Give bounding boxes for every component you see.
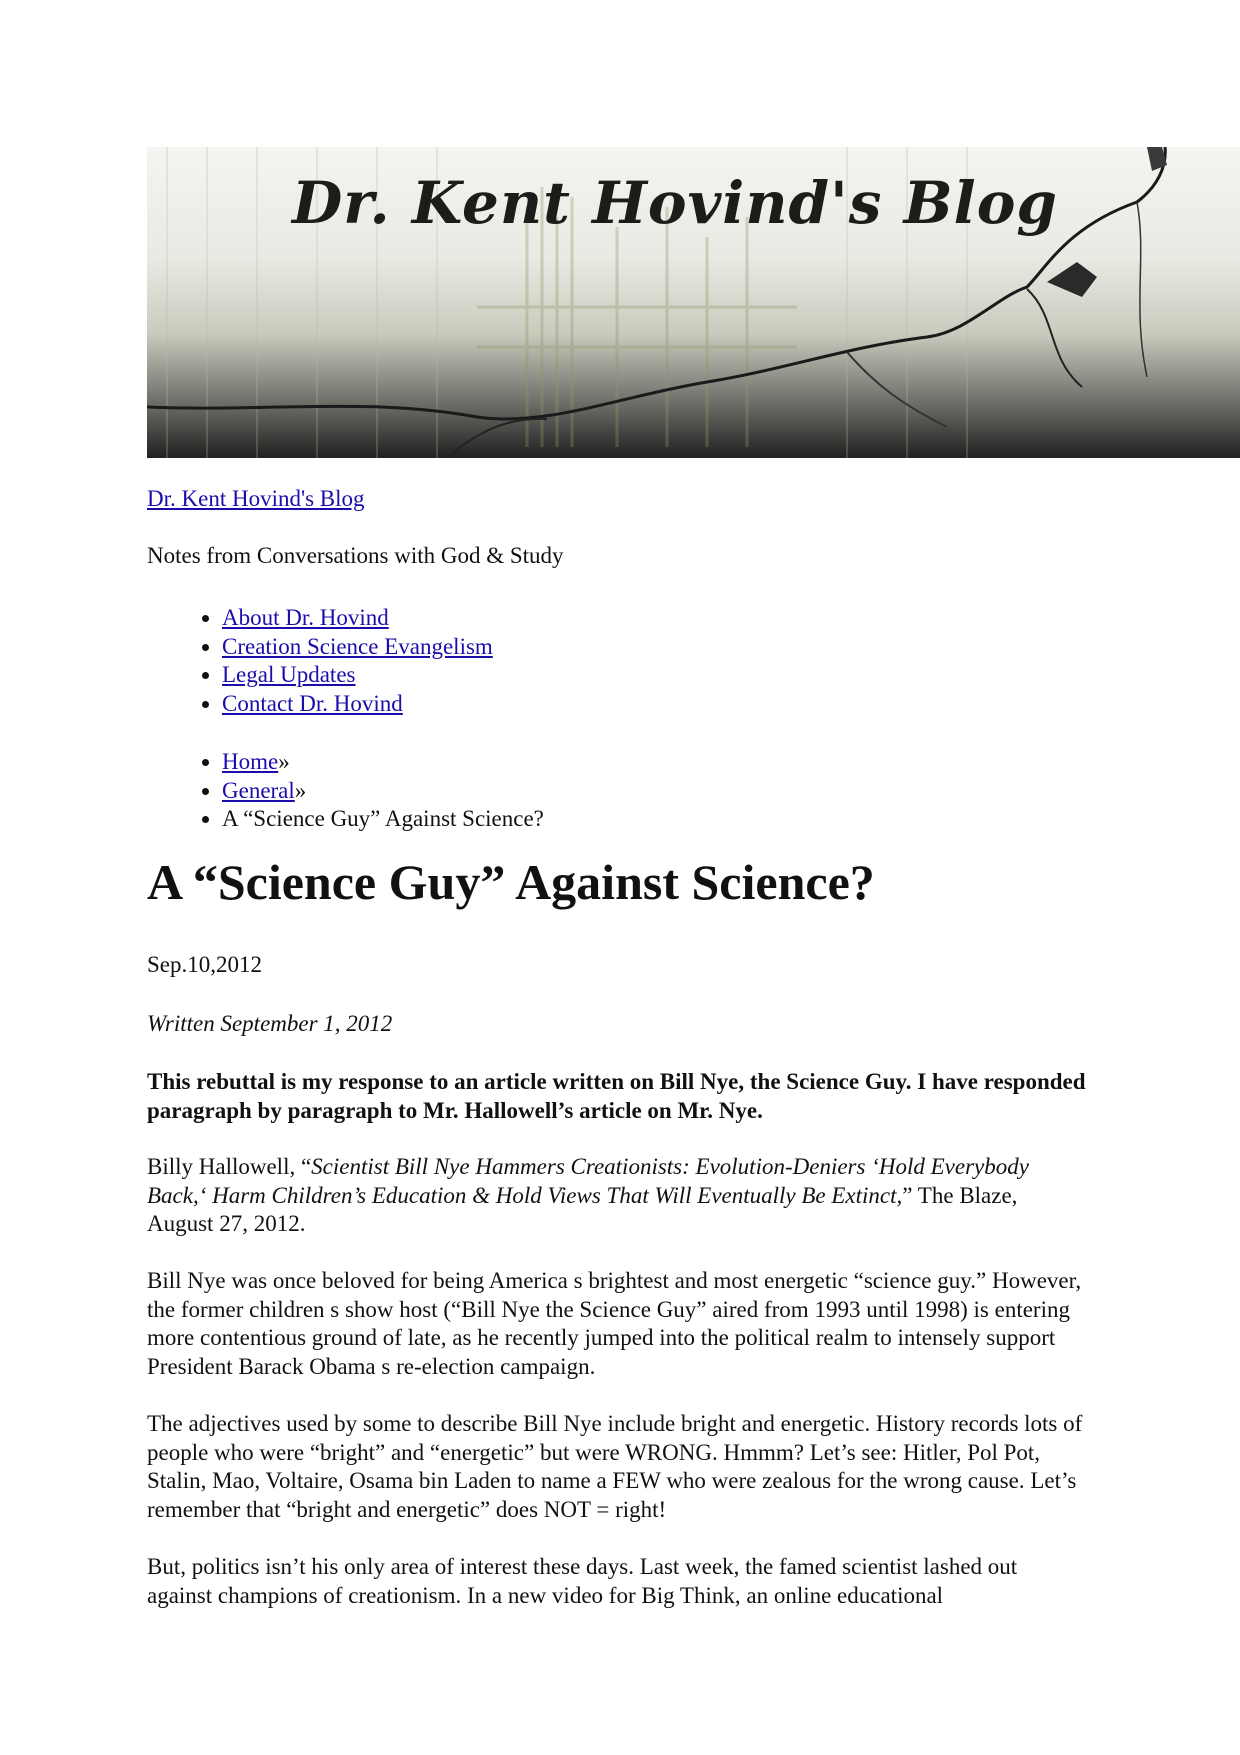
post-date: Sep.10,2012: [147, 952, 262, 977]
written-date: Written September 1, 2012: [147, 1011, 393, 1036]
citation-paragraph: [147, 1153, 1087, 1239]
blog-tagline: Notes from Conversations with God & Study: [147, 543, 564, 568]
breadcrumb-separator: »: [294, 777, 307, 803]
post-title: A “Science Guy” Against Science?: [147, 854, 875, 910]
nav-item-legal-updates: [222, 661, 493, 690]
breadcrumb-link-home[interactable]: Home: [222, 749, 279, 774]
page: [147, 147, 1240, 1608]
breadcrumb-current: A “Science Guy” Against Science?: [222, 806, 544, 832]
breadcrumb-item-home: [222, 748, 544, 777]
blog-banner: [147, 147, 1240, 458]
nav-item-about: [222, 604, 493, 633]
citation-title: Scientist Bill Nye Hammers Creationists: Evolution-Deniers ‘Hold Everybody Back,‘ Harm Children’s Education & Hold Views That Will Eventually Be Extinct,: [147, 1154, 1029, 1208]
breadcrumb-item-current: [222, 805, 544, 834]
body-paragraph-3: But, politics isn’t his only area of interest these days. Last week, the famed scientist lashed out against champions of creationism. In a new video for Big Think, an online educational: [147, 1554, 1018, 1608]
nav-link-legal-updates[interactable]: Legal Updates: [222, 662, 356, 688]
nav-link-creation-science[interactable]: Creation Science Evangelism: [222, 633, 493, 659]
breadcrumb-item-general: [222, 777, 544, 806]
blog-home-link[interactable]: Dr. Kent Hovind's Blog: [147, 486, 365, 511]
nav-item-contact: [222, 690, 493, 719]
body-paragraph-1: Bill Nye was once beloved for being America s brightest and most energetic “science guy.” However, the former children s show host (“Bill Nye the Science Guy” aired from 1993 until 1998) is entering more contentious ground of late, as he recently jumped into the political realm to intensely support President Barack Obama s re-election campaign.: [147, 1268, 1082, 1379]
breadcrumb: [147, 748, 544, 834]
citation-source: ” The Blaze, August 27, 2012.: [147, 1182, 1018, 1237]
nav-link-about[interactable]: About Dr. Hovind: [222, 605, 389, 630]
citation-author: Billy Hallowell, “: [147, 1154, 312, 1179]
breadcrumb-link-general[interactable]: General: [222, 777, 295, 803]
banner-title: Dr. Kent Hovind's Blog: [292, 169, 1058, 237]
nav-item-creation-science: [222, 633, 493, 662]
main-nav: [147, 604, 493, 718]
intro-paragraph: This rebuttal is my response to an article written on Bill Nye, the Science Guy. I have responded paragraph by paragraph to Mr. Hallowell’s article on Mr. Nye.: [147, 1069, 1086, 1123]
nav-link-contact[interactable]: Contact Dr. Hovind: [222, 690, 403, 716]
body-paragraph-2: The adjectives used by some to describe Bill Nye include bright and energetic. History records lots of people who were “bright” and “energetic” but were WRONG. Hmmm? Let’s see: Hitler, Pol Pot, Stalin, Mao, Voltaire, Osama bin Laden to name a FEW who were zealous for the wrong cause. Let’s remember that “bright and energetic” does NOT = right!: [147, 1411, 1083, 1522]
breadcrumb-separator: »: [278, 749, 290, 774]
